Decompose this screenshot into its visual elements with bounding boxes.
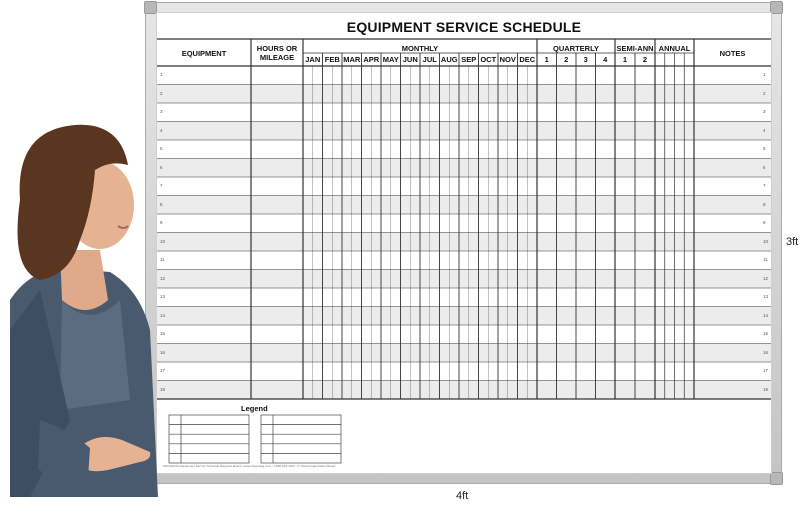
hair: [18, 125, 129, 280]
row-number-right: 2: [763, 90, 766, 96]
hand: [80, 437, 150, 471]
shirt: [60, 300, 130, 410]
face: [66, 161, 134, 249]
row-number-right: 10: [763, 238, 769, 244]
row-number-right: 5: [763, 146, 766, 151]
quarter-label-1: 1: [544, 55, 549, 64]
month-label-mar: MAR: [343, 55, 361, 64]
neck: [60, 250, 108, 310]
row-number-left: 4: [160, 127, 163, 133]
row-number-left: 8: [160, 201, 163, 207]
header-equipment: EQUIPMENT: [181, 49, 227, 58]
height-label: 3ft: [786, 236, 799, 248]
row-number-left: 15: [160, 331, 166, 336]
sleeve: [38, 420, 90, 478]
header-quarterly: QUARTERLY: [553, 44, 599, 53]
month-label-feb: FEB: [324, 55, 340, 64]
quarter-label-3: 3: [583, 55, 588, 64]
row-number-right: 17: [763, 368, 769, 373]
month-label-dec: DEC: [519, 55, 536, 64]
row-number-left: 16: [160, 349, 166, 355]
row-number-right: 8: [763, 201, 766, 207]
row-number-left: 5: [160, 146, 163, 151]
width-label: 4ft: [456, 490, 469, 502]
row-number-left: 13: [160, 294, 166, 299]
row-number-right: 14: [763, 312, 769, 318]
row-number-right: 1: [763, 72, 766, 77]
row-number-right: 12: [763, 275, 769, 281]
month-label-oct: OCT: [480, 55, 497, 64]
row-number-right: 3: [763, 109, 766, 114]
header-semi-ann: SEMI-ANN: [616, 44, 654, 53]
board-title: EQUIPMENT SERVICE SCHEDULE: [346, 19, 582, 35]
row-number-right: 6: [763, 164, 766, 170]
row-number-left: 18: [160, 386, 166, 392]
header-annual: ANNUAL: [658, 44, 691, 53]
month-label-aug: AUG: [440, 55, 458, 64]
row-number-left: 2: [160, 90, 163, 96]
legend-boxes: [157, 13, 771, 473]
month-label-nov: NOV: [499, 55, 516, 64]
row-number-left: 6: [160, 164, 163, 170]
row-number-left: 11: [160, 257, 165, 262]
row-number-left: 10: [160, 238, 166, 244]
month-label-jun: JUN: [402, 55, 418, 64]
header-notes: NOTES: [719, 49, 746, 58]
header-monthly: MONTHLY: [401, 44, 439, 53]
legend-title: Legend: [241, 404, 268, 413]
quarter-label-2: 2: [564, 55, 569, 64]
header-hours: HOURS OR MILEAGE: [256, 44, 298, 62]
row-number-left: 1: [160, 72, 163, 77]
row-number-right: 16: [763, 349, 769, 355]
row-number-left: 3: [160, 109, 163, 114]
row-number-left: 12: [160, 275, 166, 281]
row-number-right: 4: [763, 127, 766, 133]
month-label-jul: JUL: [422, 55, 437, 64]
jacket: [10, 268, 158, 497]
month-label-sep: SEP: [461, 55, 477, 64]
quarter-label-4: 4: [603, 55, 608, 64]
row-number-left: 14: [160, 312, 166, 318]
board-footer: MAGNATAG Equipment Service Schedule Magnetic Board • www.magnatag.com • 1-800-624-4154 • © Visual Organization Board: [163, 464, 336, 468]
row-number-right: 15: [763, 331, 769, 336]
row-number-left: 7: [160, 183, 163, 188]
semi-label-2: 2: [642, 55, 648, 64]
schedule-board: [156, 12, 772, 474]
month-label-apr: APR: [363, 55, 380, 64]
row-number-left: 9: [160, 220, 163, 225]
row-number-right: 18: [763, 386, 769, 392]
row-number-right: 9: [763, 220, 766, 225]
semi-label-1: 1: [622, 55, 628, 64]
row-number-right: 13: [763, 294, 769, 299]
row-number-right: 11: [763, 257, 768, 262]
row-number-right: 7: [763, 183, 766, 188]
row-number-left: 17: [160, 368, 166, 373]
lapel: [10, 290, 70, 497]
mouth: [118, 226, 128, 228]
month-label-jan: JAN: [305, 55, 321, 64]
month-label-may: MAY: [382, 55, 399, 64]
